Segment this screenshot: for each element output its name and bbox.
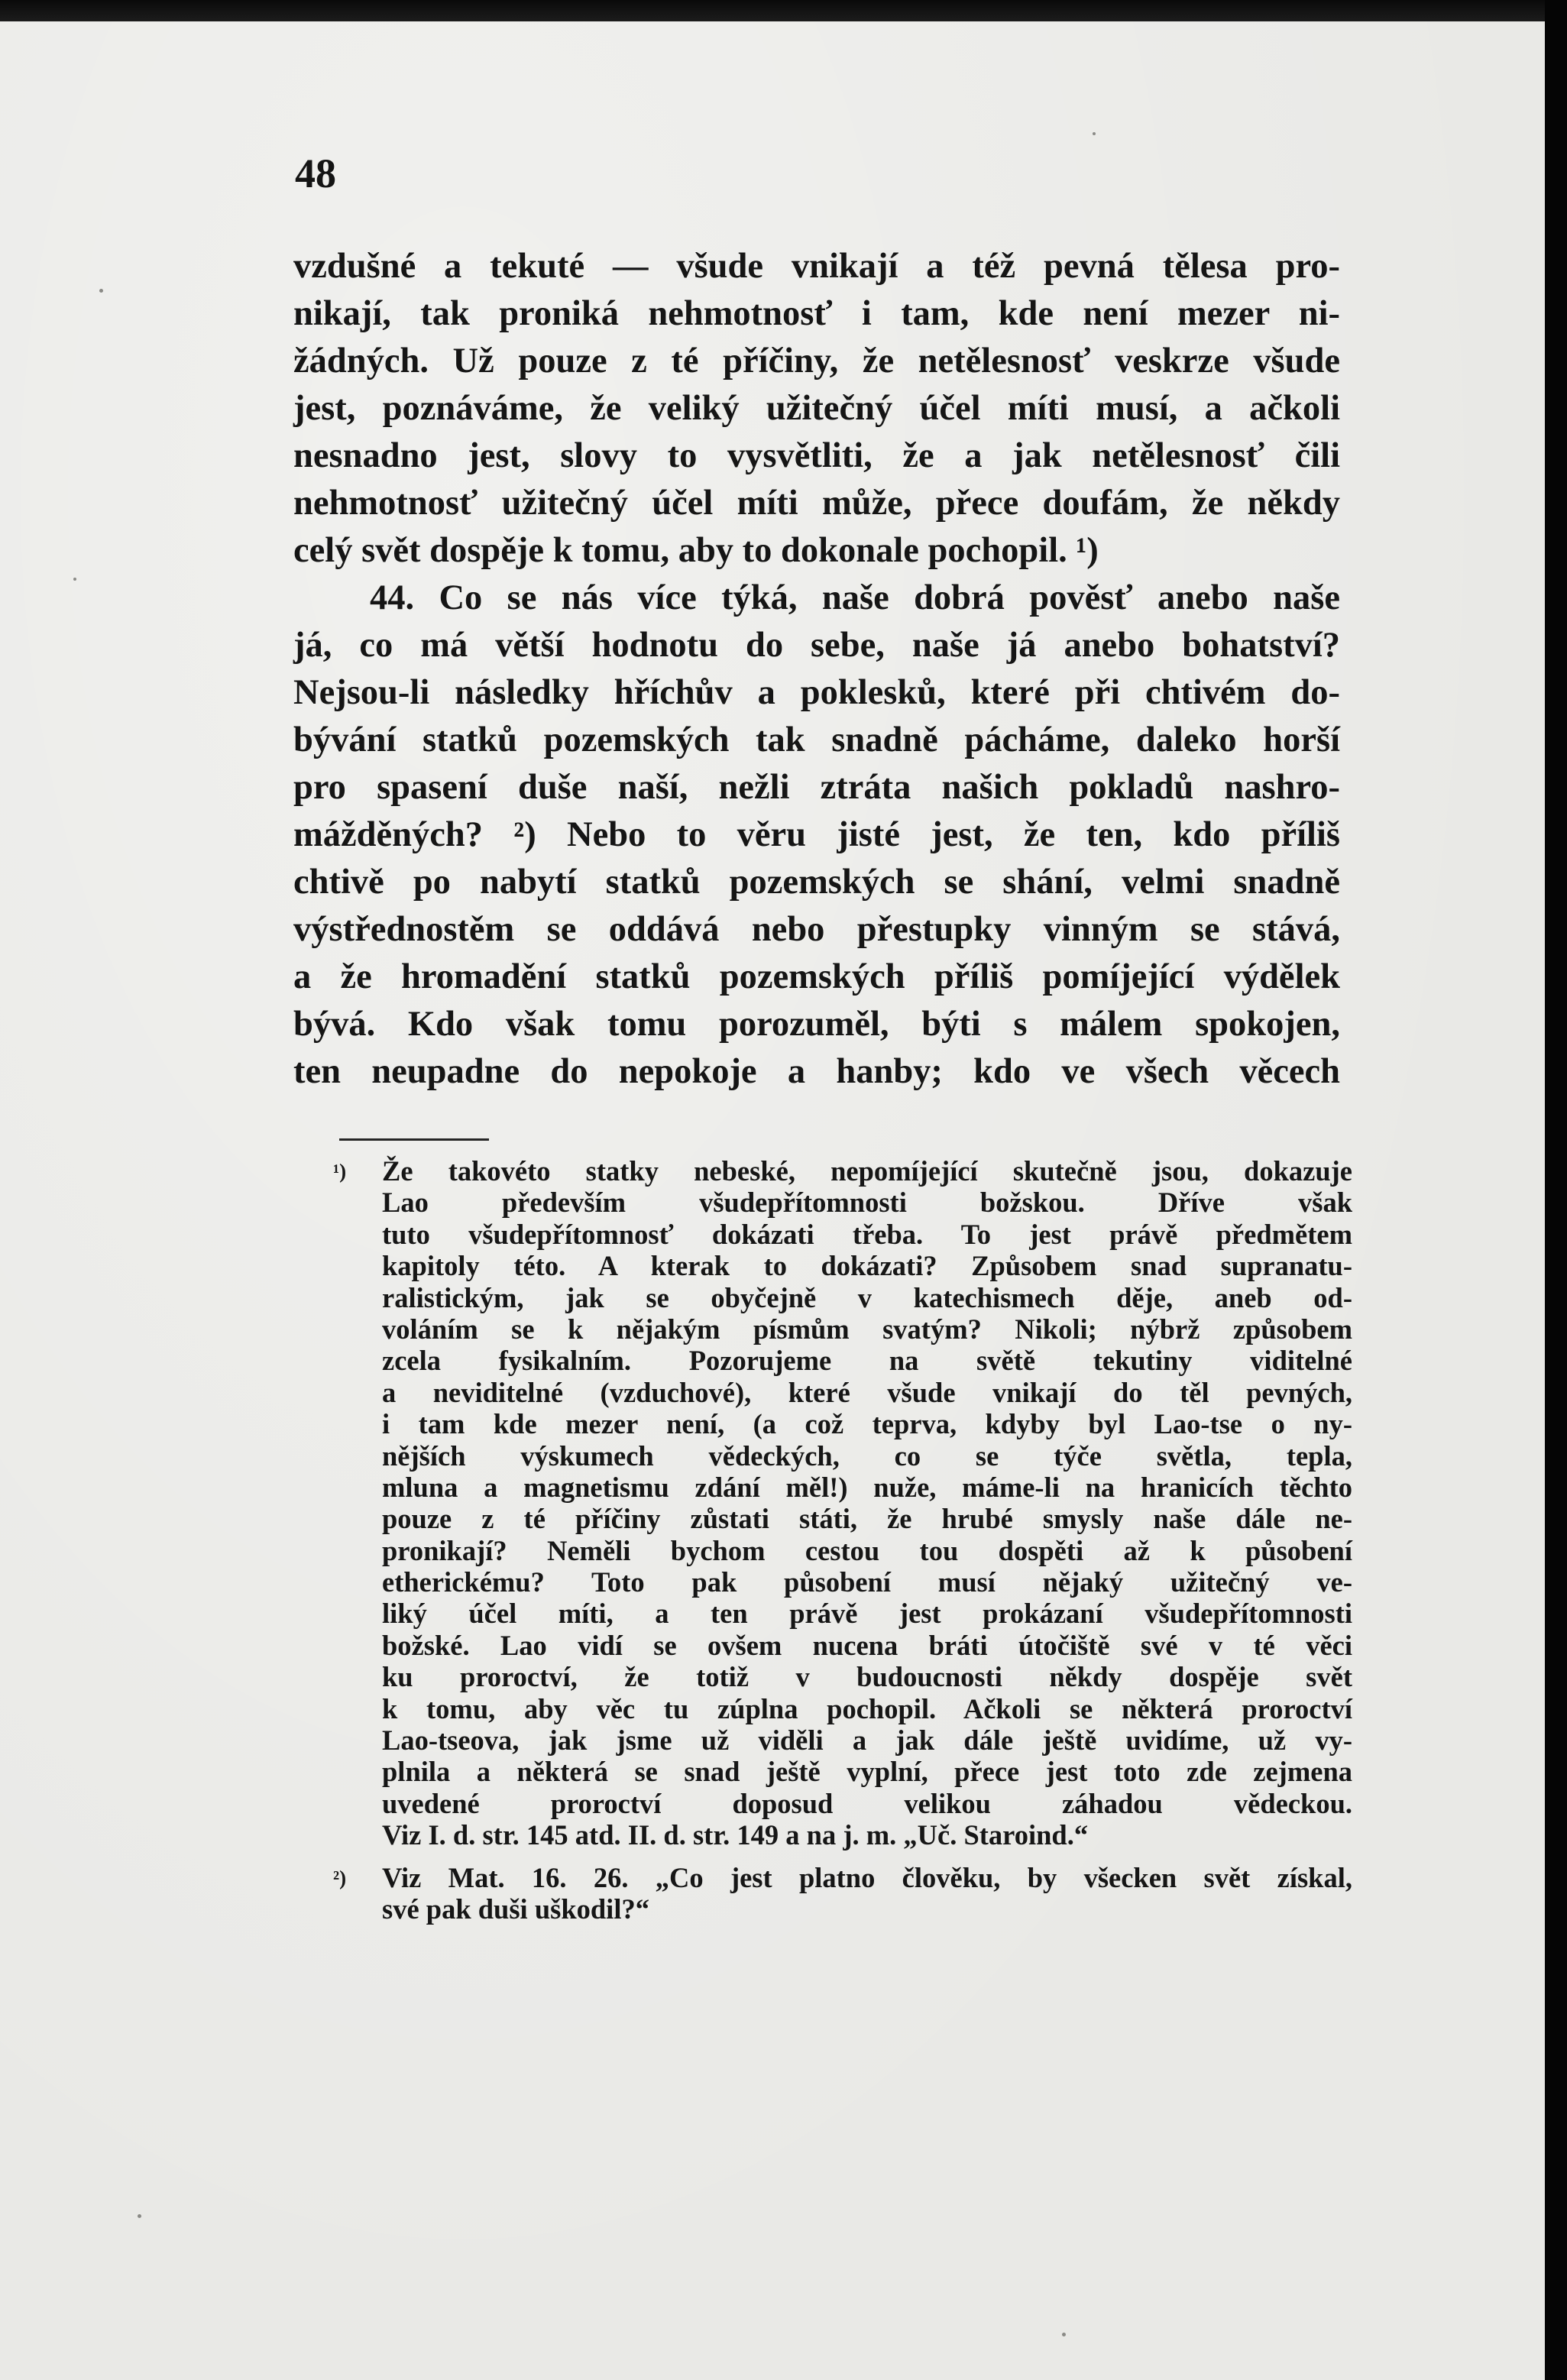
footnote-line: uvedené proroctví doposud velikou záhadou vědeckou. [382,1787,1352,1819]
footnote-line: liký účel míti, a ten právě jest prokázaní všudepřítomnosti [382,1598,1352,1630]
footnotes [333,1155,1352,1925]
footnote-line: i tam kde mezer není, (a což teprva, kdyby byl Lao-tse o ny- [382,1408,1352,1440]
paper-speck [1093,132,1096,135]
footnote-line: pouze z té příčiny zůstati státi, že hrubé smysly naše dále ne- [382,1503,1352,1535]
scan-right-border [1545,0,1567,2380]
footnote-line: své pak duši uškodil?“ [382,1893,649,1925]
text-line: jest, poznáváme, že veliký užitečný účel míti musí, a ačkoli [293,389,1340,428]
text-line: žádných. Už pouze z té příčiny, že netělesnosť veskrze všude [293,342,1340,380]
text-line: celý svět dospěje k tomu, aby to dokonale pochopil. ¹) [293,531,1099,570]
footnote-line: zcela fysikalním. Pozorujeme na světě tekutiny viditelné [382,1345,1352,1377]
paper-speck [138,2214,141,2218]
footnote-separator [339,1138,489,1141]
main-text [293,243,1340,1096]
footnote-line: mluna a magnetismu zdání měl!) nuže, máme-li na hranicích těchto [382,1471,1352,1503]
text-line: vzdušné a tekuté — všude vnikají a též pevná tělesa pro- [293,247,1340,286]
footnote-marker: ¹) [333,1160,347,1183]
footnote-line: Že takovéto statky nebeské, nepomíjející skutečně jsou, dokazuje [382,1155,1352,1187]
text-line: chtivě po nabytí statků pozemských se shání, velmi snadně [293,863,1340,902]
text-line: nesnadno jest, slovy to vysvětliti, že a jak netělesnosť čili [293,436,1340,475]
footnote-line: božské. Lao vidí se ovšem nucena bráti útočiště své v té věci [382,1629,1352,1661]
footnote-line: nějších výskumech vědeckých, co se týče světla, tepla, [382,1439,1352,1472]
footnote-line: k tomu, aby věc tu zúplna pochopil. Ačkoli se některá proroctví [382,1692,1352,1724]
paper-speck [99,289,103,293]
footnote-line: plnila a některá se snad ještě vyplní, přece jest toto zde zejmena [382,1756,1352,1788]
text-line: nikají, tak proniká nehmotnosť i tam, kde není mezer ni- [293,294,1340,333]
footnote-marker: ²) [333,1866,347,1889]
text-line: já, co má větší hodnotu do sebe, naše já anebo bohatství? [293,626,1340,665]
footnote-1 [333,1155,1352,1851]
footnote-line: Lao především všudepřítomnosti božskou. Dříve však [382,1187,1352,1219]
text-line: pro spasení duše naší, nežli ztráta našich pokladů nashro- [293,768,1340,807]
paper-speck [1062,2333,1066,2336]
footnote-2 [333,1861,1352,1925]
footnote-line: a neviditelné (vzduchové), které všude vnikají do těl pevných, [382,1376,1352,1408]
footnote-line: Lao-tseova, jak jsme už viděli a jak dále ještě uvidíme, už vy- [382,1724,1352,1757]
footnote-line: ku proroctví, že totiž v budoucnosti někdy dospěje svět [382,1661,1352,1693]
footnote-line: tuto všudepřítomnosť dokázati třeba. To jest právě předmětem [382,1218,1352,1250]
text-line: a že hromadění statků pozemských příliš pomíjející výdělek [293,957,1340,996]
footnote-line: Viz Mat. 16. 26. „Co jest platno člověku, by všecken svět získal, [382,1861,1352,1893]
text-line: ten neupadne do nepokoje a hanby; kdo ve všech věcech [293,1052,1340,1091]
footnote-line: ralistickým, jak se obyčejně v katechismech děje, aneb od- [382,1281,1352,1313]
footnote-line: Viz I. d. str. 145 atd. II. d. str. 149 a na j. m. „Uč. Staroind.“ [382,1819,1089,1851]
footnote-line: kapitoly této. A kterak to dokázati? Způsobem snad supranatu- [382,1250,1352,1282]
paragraph-start-line: 44. Co se nás více týká, naše dobrá pověsť anebo naše [370,578,1340,617]
text-line: bývá. Kdo však tomu porozuměl, býti s málem spokojen, [293,1005,1340,1044]
text-line: Nejsou-li následky hříchův a poklesků, které při chtivém do- [293,673,1340,712]
text-line: nehmotnosť užitečný účel míti může, přece doufám, že někdy [293,484,1340,523]
scan-top-border [0,0,1567,21]
text-line: výstřednostěm se oddává nebo přestupky vinným se stává, [293,910,1340,949]
paper-speck [73,578,76,581]
footnote-line: voláním se k nějakým písmům svatým? Nikoli; nýbrž způsobem [382,1313,1352,1345]
text-line: mážděných? ²) Nebo to věru jisté jest, že ten, kdo příliš [293,815,1340,854]
text-line: bývání statků pozemských tak snadně pácháme, daleko horší [293,720,1340,759]
footnote-line: pronikají? Neměli bychom cestou tou dospěti až k působení [382,1534,1352,1566]
footnote-line: etherickému? Toto pak působení musí nějaký užitečný ve- [382,1566,1352,1598]
page-number: 48 [295,151,336,196]
